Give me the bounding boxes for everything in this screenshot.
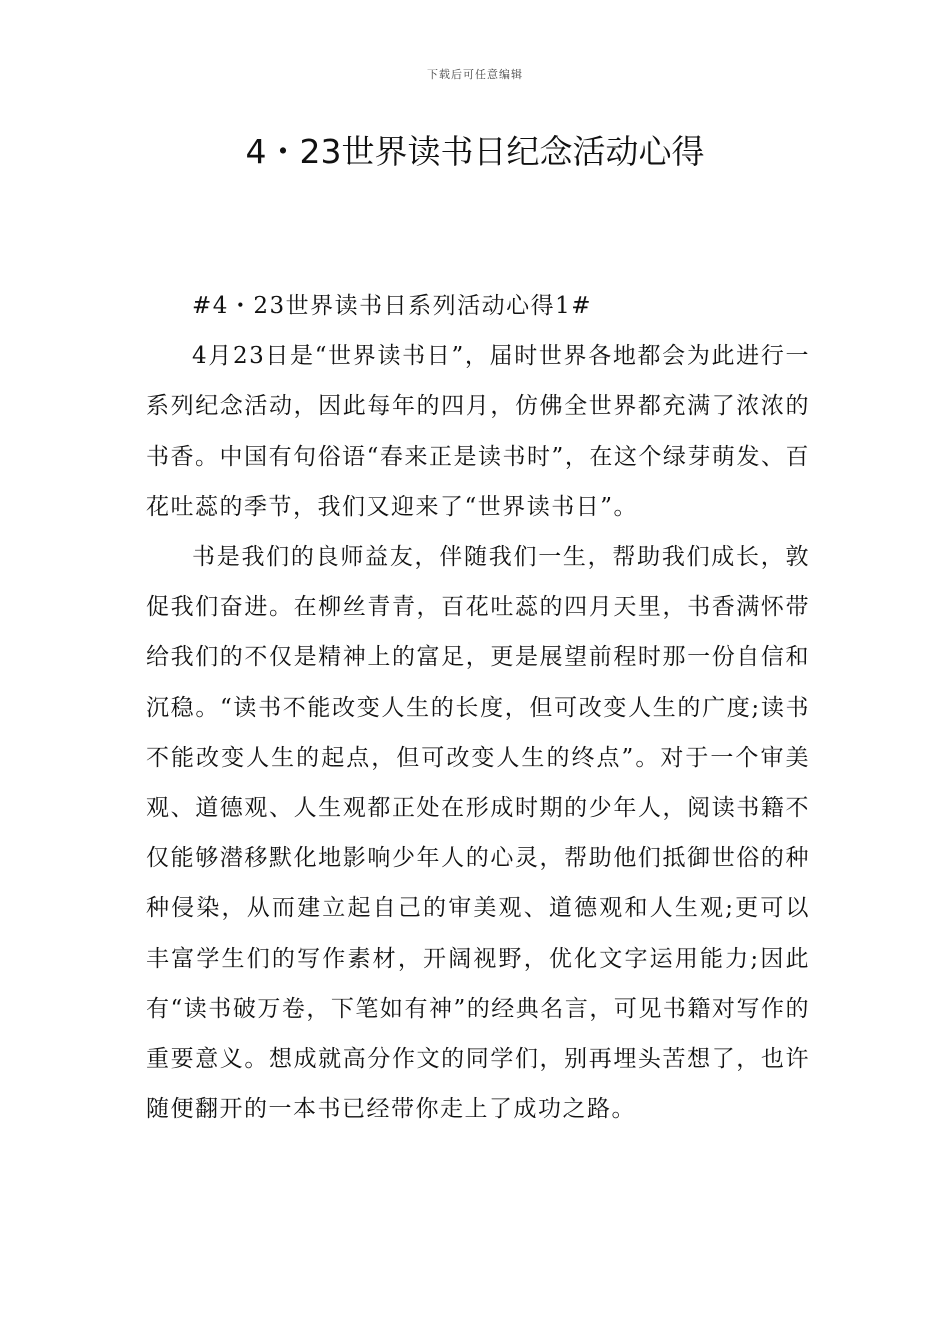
section-heading: #4・23世界读书日系列活动心得1# xyxy=(192,293,593,319)
header-note: 下载后可任意编辑 xyxy=(427,68,523,81)
paragraph-1: 4月23日是“世界读书日”，届时世界各地都会为此进行一系列纪念活动，因此每年的四月，仿佛全世界都充满了浓浓的书香。中国有句俗语“春来正是读书时”，在这个绿芽萌发、百花吐蕊的季节，我们又迎来了“世界读书日”。 xyxy=(146,343,810,520)
document-body xyxy=(146,281,810,1134)
paragraph-2: 书是我们的良师益友，伴随我们一生，帮助我们成长，敦促我们奋进。在柳丝青青，百花吐蕊的四月天里，书香满怀带给我们的不仅是精神上的富足，更是展望前程时那一份自信和沉稳。“读书不能改变人生的长度，但可改变人生的广度;读书不能改变人生的起点，但可改变人生的终点”。对于一个审美观、道德观、人生观都正处在形成时期的少年人，阅读书籍不仅能够潜移默化地影响少年人的心灵，帮助他们抵御世俗的种种侵染，从而建立起自己的审美观、道德观和人生观;更可以丰富学生们的写作素材，开阔视野，优化文字运用能力;因此有“读书破万卷，下笔如有神”的经典名言，可见书籍对写作的重要意义。想成就高分作文的同学们，别再埋头苦想了，也许随便翻开的一本书已经带你走上了成功之路。 xyxy=(146,544,810,1123)
document-title: 4・23世界读书日纪念活动心得 xyxy=(245,132,705,171)
